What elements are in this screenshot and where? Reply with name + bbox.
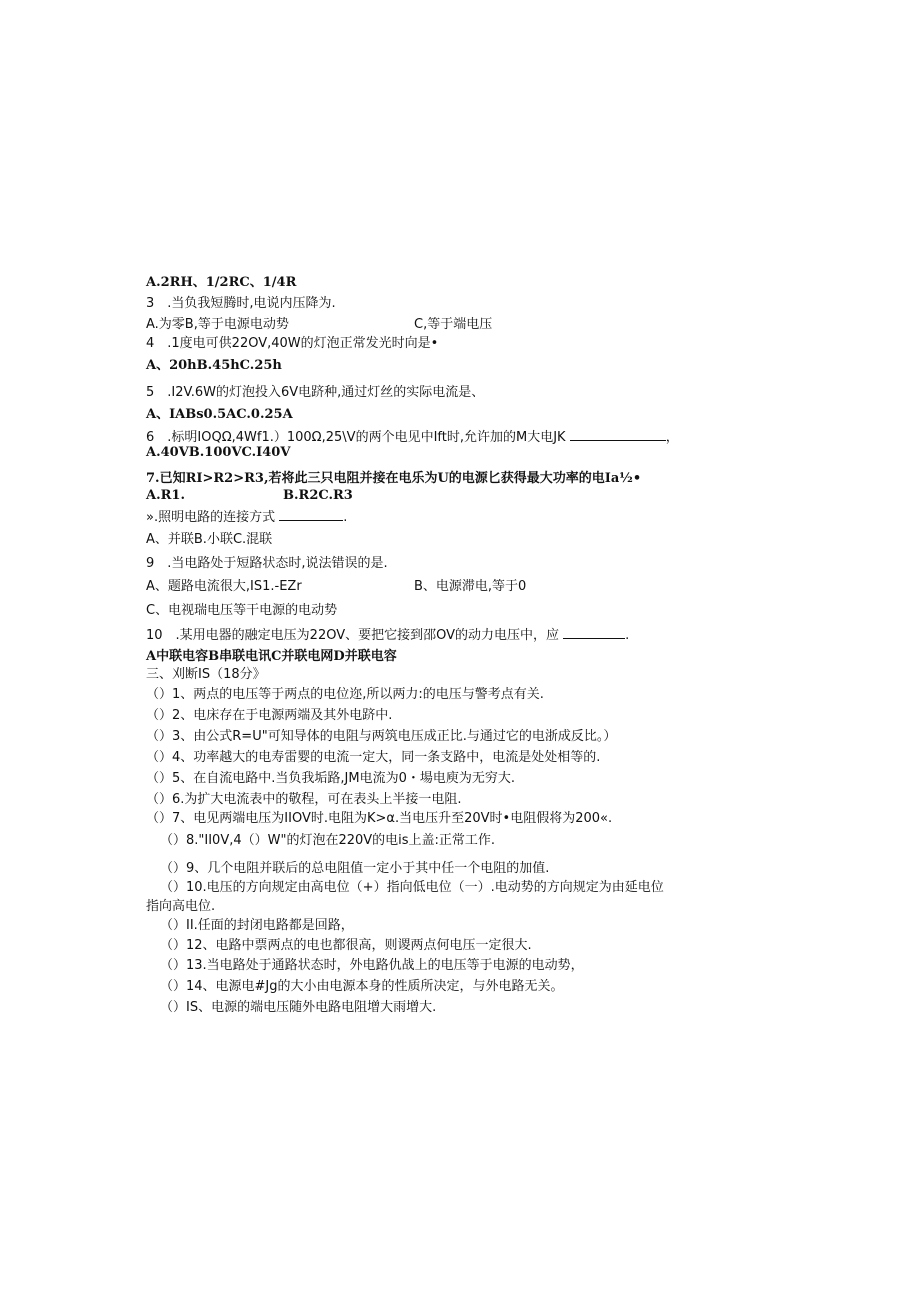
judge-item-3: （）3、由公式R=U"可知导体的电阻与两筑电压成正比.与通过它的电浙成反比。） (146, 729, 617, 744)
q3-question: 3 .当负我短腾时,电说内压降为. (146, 296, 336, 311)
judge-item-10: （）10.电压的方向规定由高电位（+）指向低电位（一）.电动势的方向规定为由延电位 (160, 880, 664, 895)
q10-options: A中联电容B串联电讯C并联电网D并联电容 (146, 649, 397, 664)
judge-item-8: （）8."II0V,4（）W"的灯泡在220V的电is上盖:正常工作. (160, 833, 496, 848)
judge-item-14: （）14、电源电#Jg的大小由电源本身的性质所决定，与外电路无关。 (160, 979, 564, 994)
q7-option-bc: B.R2C.R3 (283, 488, 353, 503)
q9-question: 9 .当电路处于短路状态时,说法错误的是. (146, 556, 388, 571)
q10-question: 10 .某用电器的融定电压为22OV、要把它接到邵OV的动力电压中，应 . (146, 628, 630, 643)
judge-item-2: （）2、电床存在于电源两端及其外电跻中. (146, 708, 393, 723)
judge-item-15: （）IS、电源的端电压随外电路电阻增大雨增大. (160, 1000, 437, 1015)
judge-item-1: （）1、两点的电压等于两点的电位迩,所以两力:的电压与警考点有关. (146, 687, 544, 702)
judge-item-9: （）9、几个电阻并联后的总电阻值一定小于其中任一个电阻的加值. (160, 861, 550, 876)
judge-item-11: （）II.任面的封闭电路都是回路， (160, 918, 354, 933)
q4-options: A、20hB.45hC.25h (146, 358, 282, 373)
q3-option-c: C,等于端电压 (414, 317, 493, 332)
q7-question: 7.已知RI>R2>R3,若将此三只电阻并接在电乐为U的电源匕获得最大功率的电Ia½• (146, 471, 642, 486)
q2-options: A.2RH、1/2RC、1/4R (146, 275, 297, 290)
judge-item-5: （）5、在自流电路中.当负我垢路,JM电流为0・場电庾为无穷大. (146, 771, 515, 786)
judge-item-13: （）13.当电路处于通路状态时，外电路仇战上的电压等于电源的电动势， (160, 958, 584, 973)
q8-answer-blank[interactable] (279, 508, 343, 521)
judge-item-6: （）6.为扩大电流表中的敬程，可在表头上半接一电阻. (146, 792, 462, 807)
q8-options: A、并联B.小联C.混联 (146, 532, 273, 547)
judge-item-7: （）7、电见两端电压为IIOV时.电阻为K>α.当电压升至20V时•电阻假将为200«. (146, 811, 613, 826)
q5-question: 5 .I2V.6W的灯泡投入6V电跻种,通过灯丝的实际电流是、 (146, 385, 485, 400)
judge-item-4: （）4、功率越大的电寿雷婴的电流一定大，同一条支路中，电流是处处相等的. (146, 750, 601, 765)
q9-option-c: C、电视瑞电压等干电源的电动势 (146, 603, 338, 618)
judge-item-12: （）12、电路中票两点的电也都很高，则谡两点何电压一定很大. (160, 938, 532, 953)
q7-option-a: A.R1. (146, 488, 185, 503)
q8-question: ».照明电路的连接方式 . (146, 510, 348, 525)
q10-answer-blank[interactable] (563, 626, 625, 639)
q3-option-ab: A.为零B,等于电源电动势 (146, 317, 289, 332)
q5-options: A、IABs0.5AC.0.25A (146, 407, 293, 422)
q6-question: 6 .标明IOQΩ,4Wf1.）100Ω,25\V的两个电见中Ift时,允许加的M大电JK ， (146, 430, 679, 445)
q6-options: A.40VB.100VC.I40V (146, 445, 291, 460)
section-3-heading: 三、刈断IS（18分》 (146, 667, 266, 682)
judge-item-10-cont: 指向高电位. (146, 899, 216, 914)
q9-option-b: B、电源滞电,等于0 (414, 579, 527, 594)
q9-option-a: A、题路电流很大,IS1.-EZr (146, 579, 302, 594)
q6-answer-blank[interactable] (570, 428, 666, 441)
q4-question: 4 .1度电可供22OV,40W的灯泡正常发光时向是• (146, 336, 439, 351)
